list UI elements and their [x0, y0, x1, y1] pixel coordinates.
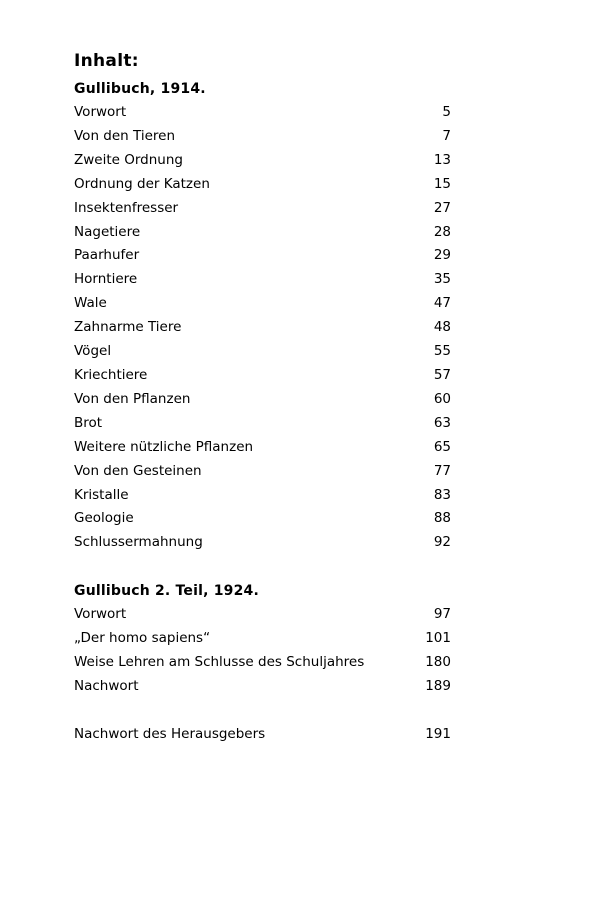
entry-page-number: 5: [442, 104, 451, 120]
toc-entry: [74, 603, 451, 627]
toc-entry: [74, 149, 451, 173]
entry-title: Von den Pflanzen: [74, 390, 191, 407]
entry-page-number: 88: [433, 510, 451, 527]
entry-title: Kristalle: [74, 486, 129, 503]
toc-entry: [74, 484, 451, 508]
entry-title: Zahnarme Tiere: [74, 319, 182, 336]
toc-entry: [74, 531, 451, 555]
entry-title: Nachwort des Herausgebers: [74, 725, 266, 742]
entry-page-number: 60: [433, 390, 451, 407]
section-heading: Gullibuch, 1914.: [74, 81, 206, 97]
entry-title: Nagetiere: [74, 223, 141, 240]
toc-entry: [74, 316, 451, 340]
toc-sections: [74, 77, 451, 747]
toc-entry: [74, 244, 451, 268]
entry-title: Nachwort: [74, 677, 139, 694]
entry-title: Zweite Ordnung: [74, 151, 183, 168]
toc-entry: [74, 627, 451, 651]
entry-page-number: 13: [433, 151, 451, 168]
entry-title: Ordnung der Katzen: [74, 175, 210, 192]
entry-page-number: 47: [433, 295, 451, 312]
entry-page-number: 48: [433, 319, 451, 336]
entry-page-number: 191: [425, 725, 451, 742]
entry-page-number: 92: [433, 534, 451, 551]
entry-title: „Der homo sapiens“: [74, 630, 211, 647]
entry-page-number: 55: [433, 343, 451, 360]
entry-title: Weise Lehren am Schlusse des Schuljahres: [74, 654, 365, 671]
entry-page-number: 35: [433, 271, 451, 288]
toc-entry: [74, 340, 451, 364]
entry-title: Von den Gesteinen: [74, 462, 202, 479]
section-entries: [74, 723, 451, 747]
entry-page-number: 27: [433, 199, 451, 216]
entry-page-number: 180: [425, 654, 451, 671]
toc-entry: [74, 388, 451, 412]
entry-page-number: 189: [425, 677, 451, 694]
toc-entry: [74, 460, 451, 484]
section-heading: Gullibuch 2. Teil, 1924.: [74, 583, 259, 600]
toc-entry: [74, 651, 451, 675]
toc-entry: [74, 675, 451, 699]
toc-entry: [74, 173, 451, 197]
entry-page-number: 15: [433, 175, 451, 192]
entry-title: Kriechtiere: [74, 366, 148, 383]
entry-title: Insektenfresser: [74, 199, 179, 216]
section-entries: [74, 603, 451, 699]
entry-page-number: 63: [433, 414, 451, 431]
toc-section: [74, 723, 451, 747]
entry-page-number: 83: [433, 486, 451, 503]
entry-title: Vorwort: [74, 104, 127, 120]
entry-page-number: 7: [442, 127, 451, 144]
entry-title: Vögel: [74, 343, 112, 360]
toc-section: [74, 579, 451, 699]
entry-title: Horntiere: [74, 271, 138, 288]
toc-page: [74, 51, 451, 747]
entry-page-number: 77: [433, 462, 451, 479]
toc-entry: [74, 364, 451, 388]
toc-entry: [74, 436, 451, 460]
entry-title: Vorwort: [74, 606, 127, 623]
entry-page-number: 29: [433, 247, 451, 264]
entry-title: Schlussermahnung: [74, 534, 203, 551]
toc-entry: [74, 412, 451, 436]
entry-page-number: 65: [433, 438, 451, 455]
entry-title: Von den Tieren: [74, 127, 176, 144]
toc-entry: [74, 197, 451, 221]
entry-title: Wale: [74, 295, 107, 312]
toc-entry: [74, 723, 451, 747]
page-title: Inhalt:: [74, 51, 139, 71]
entry-page-number: 57: [433, 366, 451, 383]
toc-entry: [74, 221, 451, 245]
entry-title: Brot: [74, 414, 103, 431]
entry-title: Geologie: [74, 510, 134, 527]
toc-entry: [74, 125, 451, 149]
toc-entry: [74, 101, 451, 125]
entry-page-number: 97: [433, 606, 451, 623]
toc-entry: [74, 292, 451, 316]
toc-entry: [74, 268, 451, 292]
toc-section: [74, 77, 451, 555]
section-entries: [74, 101, 451, 555]
entry-page-number: 101: [425, 630, 451, 647]
entry-page-number: 28: [433, 223, 451, 240]
entry-title: Weitere nützliche Pflanzen: [74, 438, 254, 455]
entry-title: Paarhufer: [74, 247, 140, 264]
toc-entry: [74, 507, 451, 531]
